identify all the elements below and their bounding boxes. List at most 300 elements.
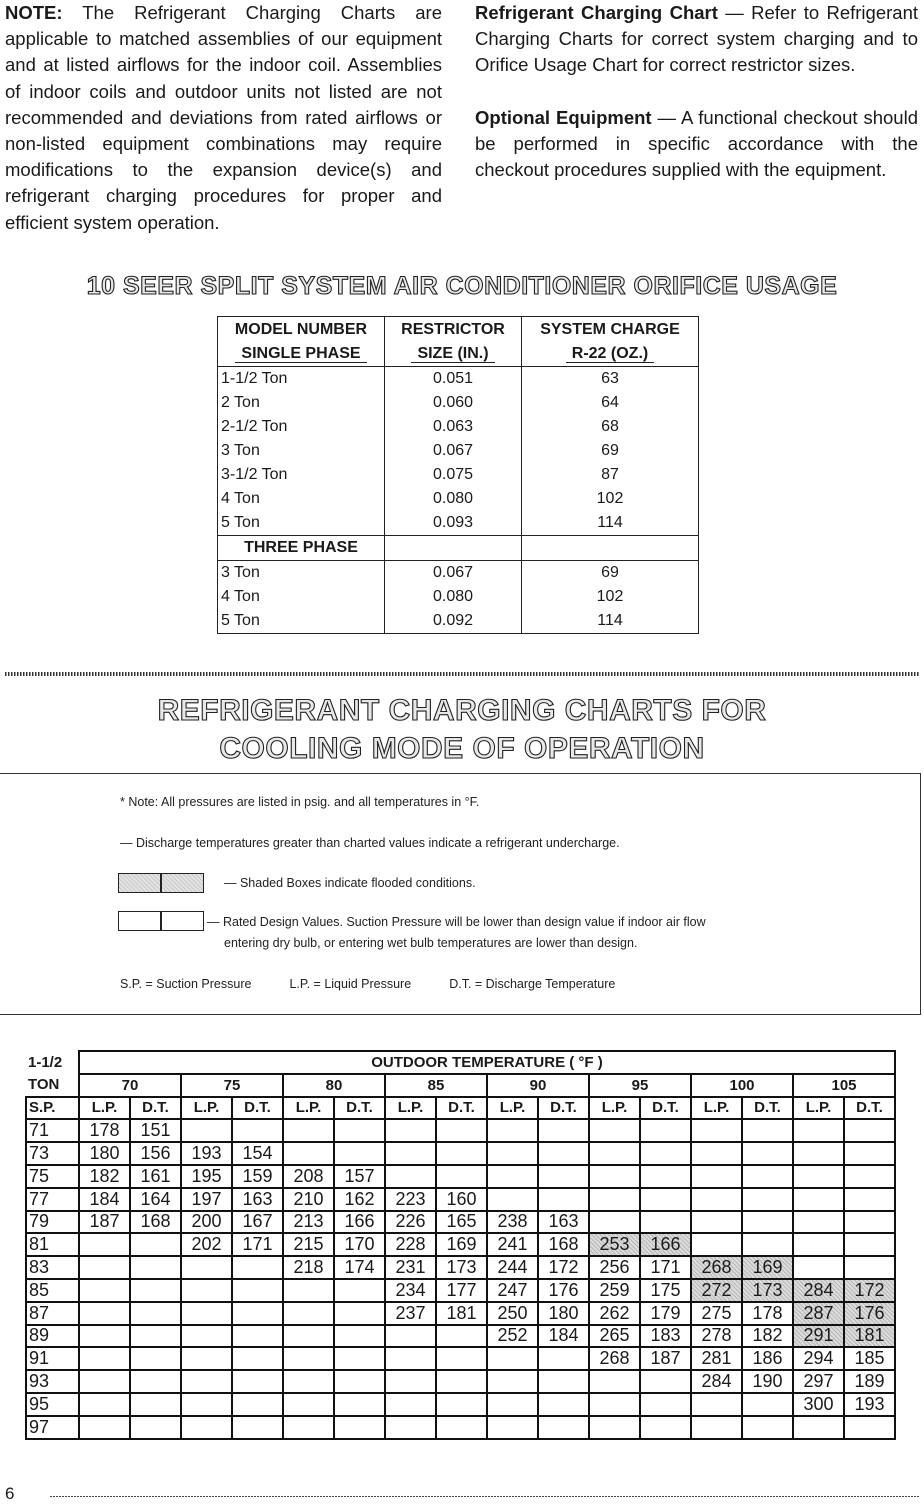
liquid-pressure-cell	[79, 1279, 130, 1302]
discharge-temp-cell: 167	[232, 1211, 283, 1234]
discharge-temp-cell	[130, 1279, 181, 1302]
liquid-pressure-cell	[691, 1188, 742, 1211]
discharge-temp-cell	[742, 1211, 793, 1234]
liquid-pressure-cell	[589, 1211, 640, 1234]
liquid-pressure-cell	[793, 1416, 844, 1439]
liquid-pressure-cell	[691, 1165, 742, 1188]
liquid-pressure-cell: 208	[283, 1165, 334, 1188]
discharge-temp-cell: 169	[436, 1233, 487, 1256]
discharge-temp-cell: 186	[742, 1347, 793, 1370]
discharge-temp-cell: 154	[232, 1142, 283, 1165]
liquid-pressure-cell	[793, 1165, 844, 1188]
liquid-pressure-cell	[181, 1279, 232, 1302]
charging-row	[26, 1370, 895, 1393]
suction-pressure-cell: 93	[26, 1370, 79, 1393]
orifice-cell-model: 1-1/2 Ton	[218, 367, 385, 392]
discharge-temp-cell	[232, 1347, 283, 1370]
discharge-temp-cell	[130, 1256, 181, 1279]
liquid-pressure-cell	[181, 1393, 232, 1416]
discharge-temp-cell	[538, 1347, 589, 1370]
orifice-cell-restrictor-size: 0.093	[385, 511, 522, 536]
discharge-temp-cell	[436, 1370, 487, 1393]
liquid-pressure-cell: 197	[181, 1188, 232, 1211]
discharge-temp-cell	[232, 1279, 283, 1302]
liquid-pressure-cell	[385, 1370, 436, 1393]
discharge-temp-cell: 184	[538, 1325, 589, 1348]
liquid-pressure-cell	[385, 1393, 436, 1416]
discharge-temp-cell	[640, 1211, 691, 1234]
charging-row	[26, 1233, 895, 1256]
liquid-pressure-cell	[181, 1325, 232, 1348]
suction-pressure-cell: 79	[26, 1211, 79, 1234]
orifice-cell-restrictor-size: 0.067	[385, 439, 522, 463]
charging-chart-table	[25, 1050, 896, 1440]
discharge-temp-cell: 180	[538, 1302, 589, 1325]
liquid-pressure-cell: 213	[283, 1211, 334, 1234]
liquid-pressure-cell	[385, 1142, 436, 1165]
discharge-temp-cell	[232, 1370, 283, 1393]
orifice-cell-model: 2 Ton	[218, 391, 385, 415]
orifice-cell-model: 4 Ton	[218, 585, 385, 609]
discharge-temp-cell	[538, 1188, 589, 1211]
temperature-header: 85	[385, 1074, 487, 1097]
discharge-temp-cell	[742, 1188, 793, 1211]
discharge-temp-cell	[742, 1393, 793, 1416]
liquid-pressure-cell	[793, 1119, 844, 1142]
discharge-temp-cell	[130, 1370, 181, 1393]
discharge-temp-cell	[334, 1142, 385, 1165]
discharge-temp-cell	[538, 1416, 589, 1439]
orifice-cell-restrictor-size: 0.080	[385, 487, 522, 511]
note-lead: NOTE:	[5, 2, 63, 23]
liquid-pressure-cell	[283, 1347, 334, 1370]
orifice-header-charge: SYSTEM CHARGE	[522, 317, 699, 343]
discharge-temp-cell	[640, 1119, 691, 1142]
liquid-pressure-cell: 218	[283, 1256, 334, 1279]
dt-header: D.T.	[640, 1097, 691, 1120]
liquid-pressure-cell	[691, 1393, 742, 1416]
liquid-pressure-cell	[79, 1302, 130, 1325]
liquid-pressure-cell	[79, 1233, 130, 1256]
liquid-pressure-cell: 287	[793, 1302, 844, 1325]
temperature-header: 80	[283, 1074, 385, 1097]
discharge-temp-cell: 170	[334, 1233, 385, 1256]
liquid-pressure-cell	[793, 1142, 844, 1165]
rated-note-line2: entering dry bulb, or entering wet bulb temperatures are lower than design.	[224, 936, 638, 950]
liquid-pressure-cell	[79, 1416, 130, 1439]
discharge-temp-cell: 161	[130, 1165, 181, 1188]
discharge-temp-cell	[232, 1393, 283, 1416]
liquid-pressure-cell: 272	[691, 1279, 742, 1302]
liquid-pressure-cell	[589, 1188, 640, 1211]
liquid-pressure-cell: 210	[283, 1188, 334, 1211]
liquid-pressure-cell: 241	[487, 1233, 538, 1256]
orifice-usage-title: 10 SEER SPLIT SYSTEM AIR CONDITIONER ORIFICE USAGE	[86, 272, 838, 300]
section-divider	[5, 672, 919, 676]
orifice-cell-restrictor-size: 0.080	[385, 585, 522, 609]
discharge-temp-cell: 181	[436, 1302, 487, 1325]
abbreviations	[120, 977, 653, 991]
orifice-subheader-phase: SINGLE PHASE	[235, 345, 366, 363]
liquid-pressure-cell	[181, 1416, 232, 1439]
abbr-liquid-pressure: L.P. = Liquid Pressure	[289, 977, 412, 991]
liquid-pressure-cell	[181, 1256, 232, 1279]
temperature-header: 75	[181, 1074, 283, 1097]
liquid-pressure-cell	[79, 1370, 130, 1393]
liquid-pressure-cell	[487, 1188, 538, 1211]
lp-header: L.P.	[793, 1097, 844, 1120]
liquid-pressure-cell	[487, 1165, 538, 1188]
discharge-temp-cell: 178	[742, 1302, 793, 1325]
liquid-pressure-cell: 268	[691, 1256, 742, 1279]
discharge-temp-cell	[742, 1416, 793, 1439]
charging-chart-paragraph	[475, 0, 918, 79]
charging-row	[26, 1119, 895, 1142]
dt-header: D.T.	[436, 1097, 487, 1120]
charging-row	[26, 1188, 895, 1211]
suction-pressure-cell: 75	[26, 1165, 79, 1188]
orifice-row	[218, 609, 699, 634]
note-paragraph	[5, 0, 442, 236]
discharge-temp-cell	[742, 1233, 793, 1256]
liquid-pressure-cell	[589, 1165, 640, 1188]
note-text: The Refrigerant Charging Charts are applicable to matched assemblies of our equipment and at listed airflows for the indoor coil. Assemblies of indoor coils and outdoor units not listed are not recommended and deviations from rated airflows or non-listed equipment combinations may require modifications to the expansion device(s) and refrigerant charging procedures for proper and efficient system operation.	[5, 2, 442, 233]
liquid-pressure-cell	[181, 1347, 232, 1370]
liquid-pressure-cell: 275	[691, 1302, 742, 1325]
discharge-temp-cell	[436, 1165, 487, 1188]
liquid-pressure-cell: 193	[181, 1142, 232, 1165]
discharge-temp-cell	[844, 1119, 895, 1142]
discharge-temp-cell	[130, 1393, 181, 1416]
orifice-usage-table	[217, 316, 699, 634]
discharge-temp-cell: 171	[232, 1233, 283, 1256]
discharge-temp-cell	[334, 1302, 385, 1325]
liquid-pressure-cell: 237	[385, 1302, 436, 1325]
dt-header: D.T.	[130, 1097, 181, 1120]
liquid-pressure-cell: 223	[385, 1188, 436, 1211]
temperature-header: 105	[793, 1074, 895, 1097]
discharge-temp-cell	[334, 1119, 385, 1142]
optional-equipment-text: — A functional checkout should be performed in specific accordance with the checkout procedures supplied with the equipment.	[475, 106, 918, 181]
discharge-temp-cell	[640, 1370, 691, 1393]
discharge-temp-cell: 156	[130, 1142, 181, 1165]
discharge-temp-cell	[640, 1393, 691, 1416]
suction-pressure-cell: 71	[26, 1119, 79, 1142]
rated-note-line1: — Rated Design Values. Suction Pressure will be lower than design value if indoor air flow	[207, 915, 706, 929]
liquid-pressure-cell	[79, 1393, 130, 1416]
discharge-temp-cell	[436, 1347, 487, 1370]
discharge-temp-cell: 185	[844, 1347, 895, 1370]
discharge-temp-cell	[538, 1119, 589, 1142]
liquid-pressure-cell	[487, 1347, 538, 1370]
charging-chart-text: — Refer to Refrigerant Charging Charts for correct system charging and to Orifice Usage Chart for correct restrictor sizes.	[475, 2, 919, 76]
orifice-cell-system-charge: 63	[522, 367, 699, 392]
liquid-pressure-cell	[793, 1256, 844, 1279]
orifice-row	[218, 439, 699, 463]
liquid-pressure-cell: 265	[589, 1325, 640, 1348]
liquid-pressure-cell: 244	[487, 1256, 538, 1279]
liquid-pressure-cell	[283, 1142, 334, 1165]
suction-pressure-cell: 87	[26, 1302, 79, 1325]
discharge-temp-cell: 181	[844, 1325, 895, 1348]
lp-dt-header-row	[26, 1097, 895, 1120]
discharge-temp-cell	[538, 1142, 589, 1165]
liquid-pressure-cell	[793, 1211, 844, 1234]
liquid-pressure-cell: 252	[487, 1325, 538, 1348]
suction-pressure-cell: 81	[26, 1233, 79, 1256]
liquid-pressure-cell: 215	[283, 1233, 334, 1256]
orifice-cell-restrictor-size: 0.092	[385, 609, 522, 634]
discharge-temp-cell	[334, 1370, 385, 1393]
orifice-cell-restrictor-size: 0.075	[385, 463, 522, 487]
liquid-pressure-cell	[487, 1119, 538, 1142]
liquid-pressure-cell	[793, 1233, 844, 1256]
liquid-pressure-cell: 231	[385, 1256, 436, 1279]
orifice-cell-system-charge: 64	[522, 391, 699, 415]
discharge-temp-cell: 176	[538, 1279, 589, 1302]
liquid-pressure-cell: 200	[181, 1211, 232, 1234]
liquid-pressure-cell	[283, 1416, 334, 1439]
discharge-temp-cell: 175	[640, 1279, 691, 1302]
liquid-pressure-cell: 238	[487, 1211, 538, 1234]
discharge-temp-cell	[436, 1119, 487, 1142]
abbr-discharge-temperature: D.T. = Discharge Temperature	[449, 977, 616, 991]
orifice-header-restrictor: RESTRICTOR	[385, 317, 522, 343]
orifice-row	[218, 561, 699, 586]
liquid-pressure-cell	[487, 1142, 538, 1165]
liquid-pressure-cell: 182	[79, 1165, 130, 1188]
temperature-header: 90	[487, 1074, 589, 1097]
liquid-pressure-cell	[691, 1233, 742, 1256]
orifice-row	[218, 367, 699, 392]
discharge-temp-cell	[844, 1256, 895, 1279]
suction-pressure-cell: 77	[26, 1188, 79, 1211]
orifice-cell-restrictor-size: 0.063	[385, 415, 522, 439]
single-phase-rows	[218, 367, 699, 536]
discharge-temp-cell	[436, 1142, 487, 1165]
discharge-temp-cell: 189	[844, 1370, 895, 1393]
orifice-cell-system-charge: 102	[522, 585, 699, 609]
charging-row	[26, 1347, 895, 1370]
discharge-temp-cell: 164	[130, 1188, 181, 1211]
liquid-pressure-cell	[487, 1370, 538, 1393]
discharge-temp-cell: 172	[538, 1256, 589, 1279]
liquid-pressure-cell	[589, 1142, 640, 1165]
liquid-pressure-cell	[181, 1119, 232, 1142]
discharge-temp-cell	[844, 1211, 895, 1234]
orifice-cell-system-charge: 69	[522, 439, 699, 463]
orifice-subheader-size: SIZE (IN.)	[411, 345, 494, 363]
charging-row	[26, 1302, 895, 1325]
liquid-pressure-cell: 226	[385, 1211, 436, 1234]
charging-data-rows	[26, 1119, 895, 1438]
discharge-temp-cell	[436, 1393, 487, 1416]
orifice-cell-model: 3 Ton	[218, 561, 385, 586]
liquid-pressure-cell: 228	[385, 1233, 436, 1256]
discharge-temp-cell: 183	[640, 1325, 691, 1348]
liquid-pressure-cell: 284	[793, 1279, 844, 1302]
discharge-temp-cell: 163	[232, 1188, 283, 1211]
liquid-pressure-cell	[283, 1302, 334, 1325]
liquid-pressure-cell	[487, 1393, 538, 1416]
dt-header: D.T.	[538, 1097, 589, 1120]
liquid-pressure-cell: 259	[589, 1279, 640, 1302]
liquid-pressure-cell	[385, 1347, 436, 1370]
pressure-note: * Note: All pressures are listed in psig. and all temperatures in °F.	[120, 795, 480, 809]
discharge-temp-cell	[334, 1347, 385, 1370]
intro-left-column	[5, 0, 442, 236]
liquid-pressure-cell	[691, 1211, 742, 1234]
liquid-pressure-cell: 278	[691, 1325, 742, 1348]
discharge-temp-cell: 174	[334, 1256, 385, 1279]
discharge-temp-cell	[232, 1325, 283, 1348]
suction-pressure-cell: 97	[26, 1416, 79, 1439]
discharge-temp-cell	[640, 1142, 691, 1165]
charging-row	[26, 1393, 895, 1416]
optional-equipment-paragraph	[475, 105, 918, 184]
discharge-temp-cell	[436, 1325, 487, 1348]
liquid-pressure-cell: 284	[691, 1370, 742, 1393]
liquid-pressure-cell: 291	[793, 1325, 844, 1348]
charging-row	[26, 1416, 895, 1439]
discharge-temp-cell: 166	[640, 1233, 691, 1256]
discharge-temp-cell	[436, 1416, 487, 1439]
discharge-temp-cell: 168	[538, 1233, 589, 1256]
liquid-pressure-cell: 180	[79, 1142, 130, 1165]
shaded-legend-swatch	[118, 873, 204, 893]
suction-pressure-cell: 95	[26, 1393, 79, 1416]
liquid-pressure-cell	[589, 1370, 640, 1393]
rated-legend-swatch	[118, 911, 204, 931]
notes-panel	[0, 773, 921, 1015]
discharge-temp-cell	[742, 1165, 793, 1188]
discharge-temp-cell	[640, 1416, 691, 1439]
liquid-pressure-cell: 187	[79, 1211, 130, 1234]
orifice-cell-restrictor-size: 0.060	[385, 391, 522, 415]
discharge-temp-cell: 163	[538, 1211, 589, 1234]
discharge-temp-cell	[538, 1165, 589, 1188]
orifice-cell-model: 5 Ton	[218, 609, 385, 634]
liquid-pressure-cell	[589, 1416, 640, 1439]
temperature-header: 95	[589, 1074, 691, 1097]
orifice-cell-model: 3 Ton	[218, 439, 385, 463]
lp-header: L.P.	[691, 1097, 742, 1120]
discharge-temp-cell	[334, 1416, 385, 1439]
discharge-temp-cell: 187	[640, 1347, 691, 1370]
orifice-cell-model: 2-1/2 Ton	[218, 415, 385, 439]
page-number: 6	[5, 1484, 15, 1503]
orifice-row	[218, 487, 699, 511]
liquid-pressure-cell	[487, 1416, 538, 1439]
charging-row	[26, 1279, 895, 1302]
orifice-row	[218, 415, 699, 439]
suction-pressure-cell: 85	[26, 1279, 79, 1302]
discharge-temp-cell	[130, 1347, 181, 1370]
liquid-pressure-cell	[691, 1142, 742, 1165]
liquid-pressure-cell: 268	[589, 1347, 640, 1370]
orifice-subheader-r22: R-22 (OZ.)	[566, 345, 654, 363]
lp-header: L.P.	[385, 1097, 436, 1120]
liquid-pressure-cell	[385, 1325, 436, 1348]
discharge-temp-cell	[334, 1393, 385, 1416]
discharge-temp-cell: 173	[742, 1279, 793, 1302]
orifice-cell-system-charge: 114	[522, 609, 699, 634]
liquid-pressure-cell: 300	[793, 1393, 844, 1416]
liquid-pressure-cell	[691, 1119, 742, 1142]
liquid-pressure-cell: 281	[691, 1347, 742, 1370]
orifice-header-row	[218, 317, 699, 343]
orifice-row	[218, 463, 699, 487]
lp-header: L.P.	[283, 1097, 334, 1120]
charging-charts-title-line1: REFRIGERANT CHARGING CHARTS FOR	[157, 694, 767, 727]
orifice-cell-system-charge: 68	[522, 415, 699, 439]
dt-header: D.T.	[844, 1097, 895, 1120]
liquid-pressure-cell: 256	[589, 1256, 640, 1279]
dt-header: D.T.	[334, 1097, 385, 1120]
charging-row	[26, 1142, 895, 1165]
temperature-row	[26, 1074, 895, 1097]
discharge-temp-cell: 160	[436, 1188, 487, 1211]
discharge-temp-cell: 151	[130, 1119, 181, 1142]
discharge-temp-cell: 179	[640, 1302, 691, 1325]
suction-pressure-cell: 83	[26, 1256, 79, 1279]
discharge-temp-cell	[232, 1302, 283, 1325]
discharge-temp-cell	[538, 1393, 589, 1416]
discharge-temp-cell	[742, 1119, 793, 1142]
charging-charts-title-line2: COOLING MODE OF OPERATION	[219, 732, 705, 765]
discharge-temp-cell: 162	[334, 1188, 385, 1211]
discharge-temp-cell	[232, 1256, 283, 1279]
liquid-pressure-cell	[181, 1302, 232, 1325]
liquid-pressure-cell	[589, 1119, 640, 1142]
discharge-temp-cell	[844, 1188, 895, 1211]
temperature-header: 100	[691, 1074, 793, 1097]
orifice-cell-model: 4 Ton	[218, 487, 385, 511]
outdoor-temperature-label: OUTDOOR TEMPERATURE ( °F )	[79, 1051, 895, 1074]
temperature-header: 70	[79, 1074, 181, 1097]
liquid-pressure-cell	[79, 1325, 130, 1348]
discharge-temp-cell	[232, 1416, 283, 1439]
discharge-temp-cell	[844, 1233, 895, 1256]
orifice-row	[218, 391, 699, 415]
liquid-pressure-cell	[385, 1119, 436, 1142]
suction-pressure-cell: 91	[26, 1347, 79, 1370]
liquid-pressure-cell	[385, 1416, 436, 1439]
three-phase-label: THREE PHASE	[218, 536, 385, 561]
sp-header: S.P.	[26, 1097, 79, 1120]
orifice-subheader-row	[218, 342, 699, 367]
discharge-temp-cell: 165	[436, 1211, 487, 1234]
discharge-temp-cell	[130, 1302, 181, 1325]
suction-pressure-cell: 73	[26, 1142, 79, 1165]
shaded-note: — Shaded Boxes indicate flooded conditions.	[224, 876, 476, 890]
orifice-row	[218, 511, 699, 536]
discharge-temp-cell	[640, 1165, 691, 1188]
suction-pressure-cell: 89	[26, 1325, 79, 1348]
discharge-temp-cell	[844, 1142, 895, 1165]
discharge-temp-cell	[130, 1233, 181, 1256]
orifice-cell-model: 3-1/2 Ton	[218, 463, 385, 487]
discharge-temp-cell: 159	[232, 1165, 283, 1188]
discharge-temp-cell: 177	[436, 1279, 487, 1302]
orifice-cell-system-charge: 102	[522, 487, 699, 511]
discharge-temp-cell: 193	[844, 1393, 895, 1416]
discharge-temp-cell	[334, 1325, 385, 1348]
discharge-temp-cell: 169	[742, 1256, 793, 1279]
discharge-temp-cell: 172	[844, 1279, 895, 1302]
liquid-pressure-cell: 178	[79, 1119, 130, 1142]
charging-row	[26, 1256, 895, 1279]
